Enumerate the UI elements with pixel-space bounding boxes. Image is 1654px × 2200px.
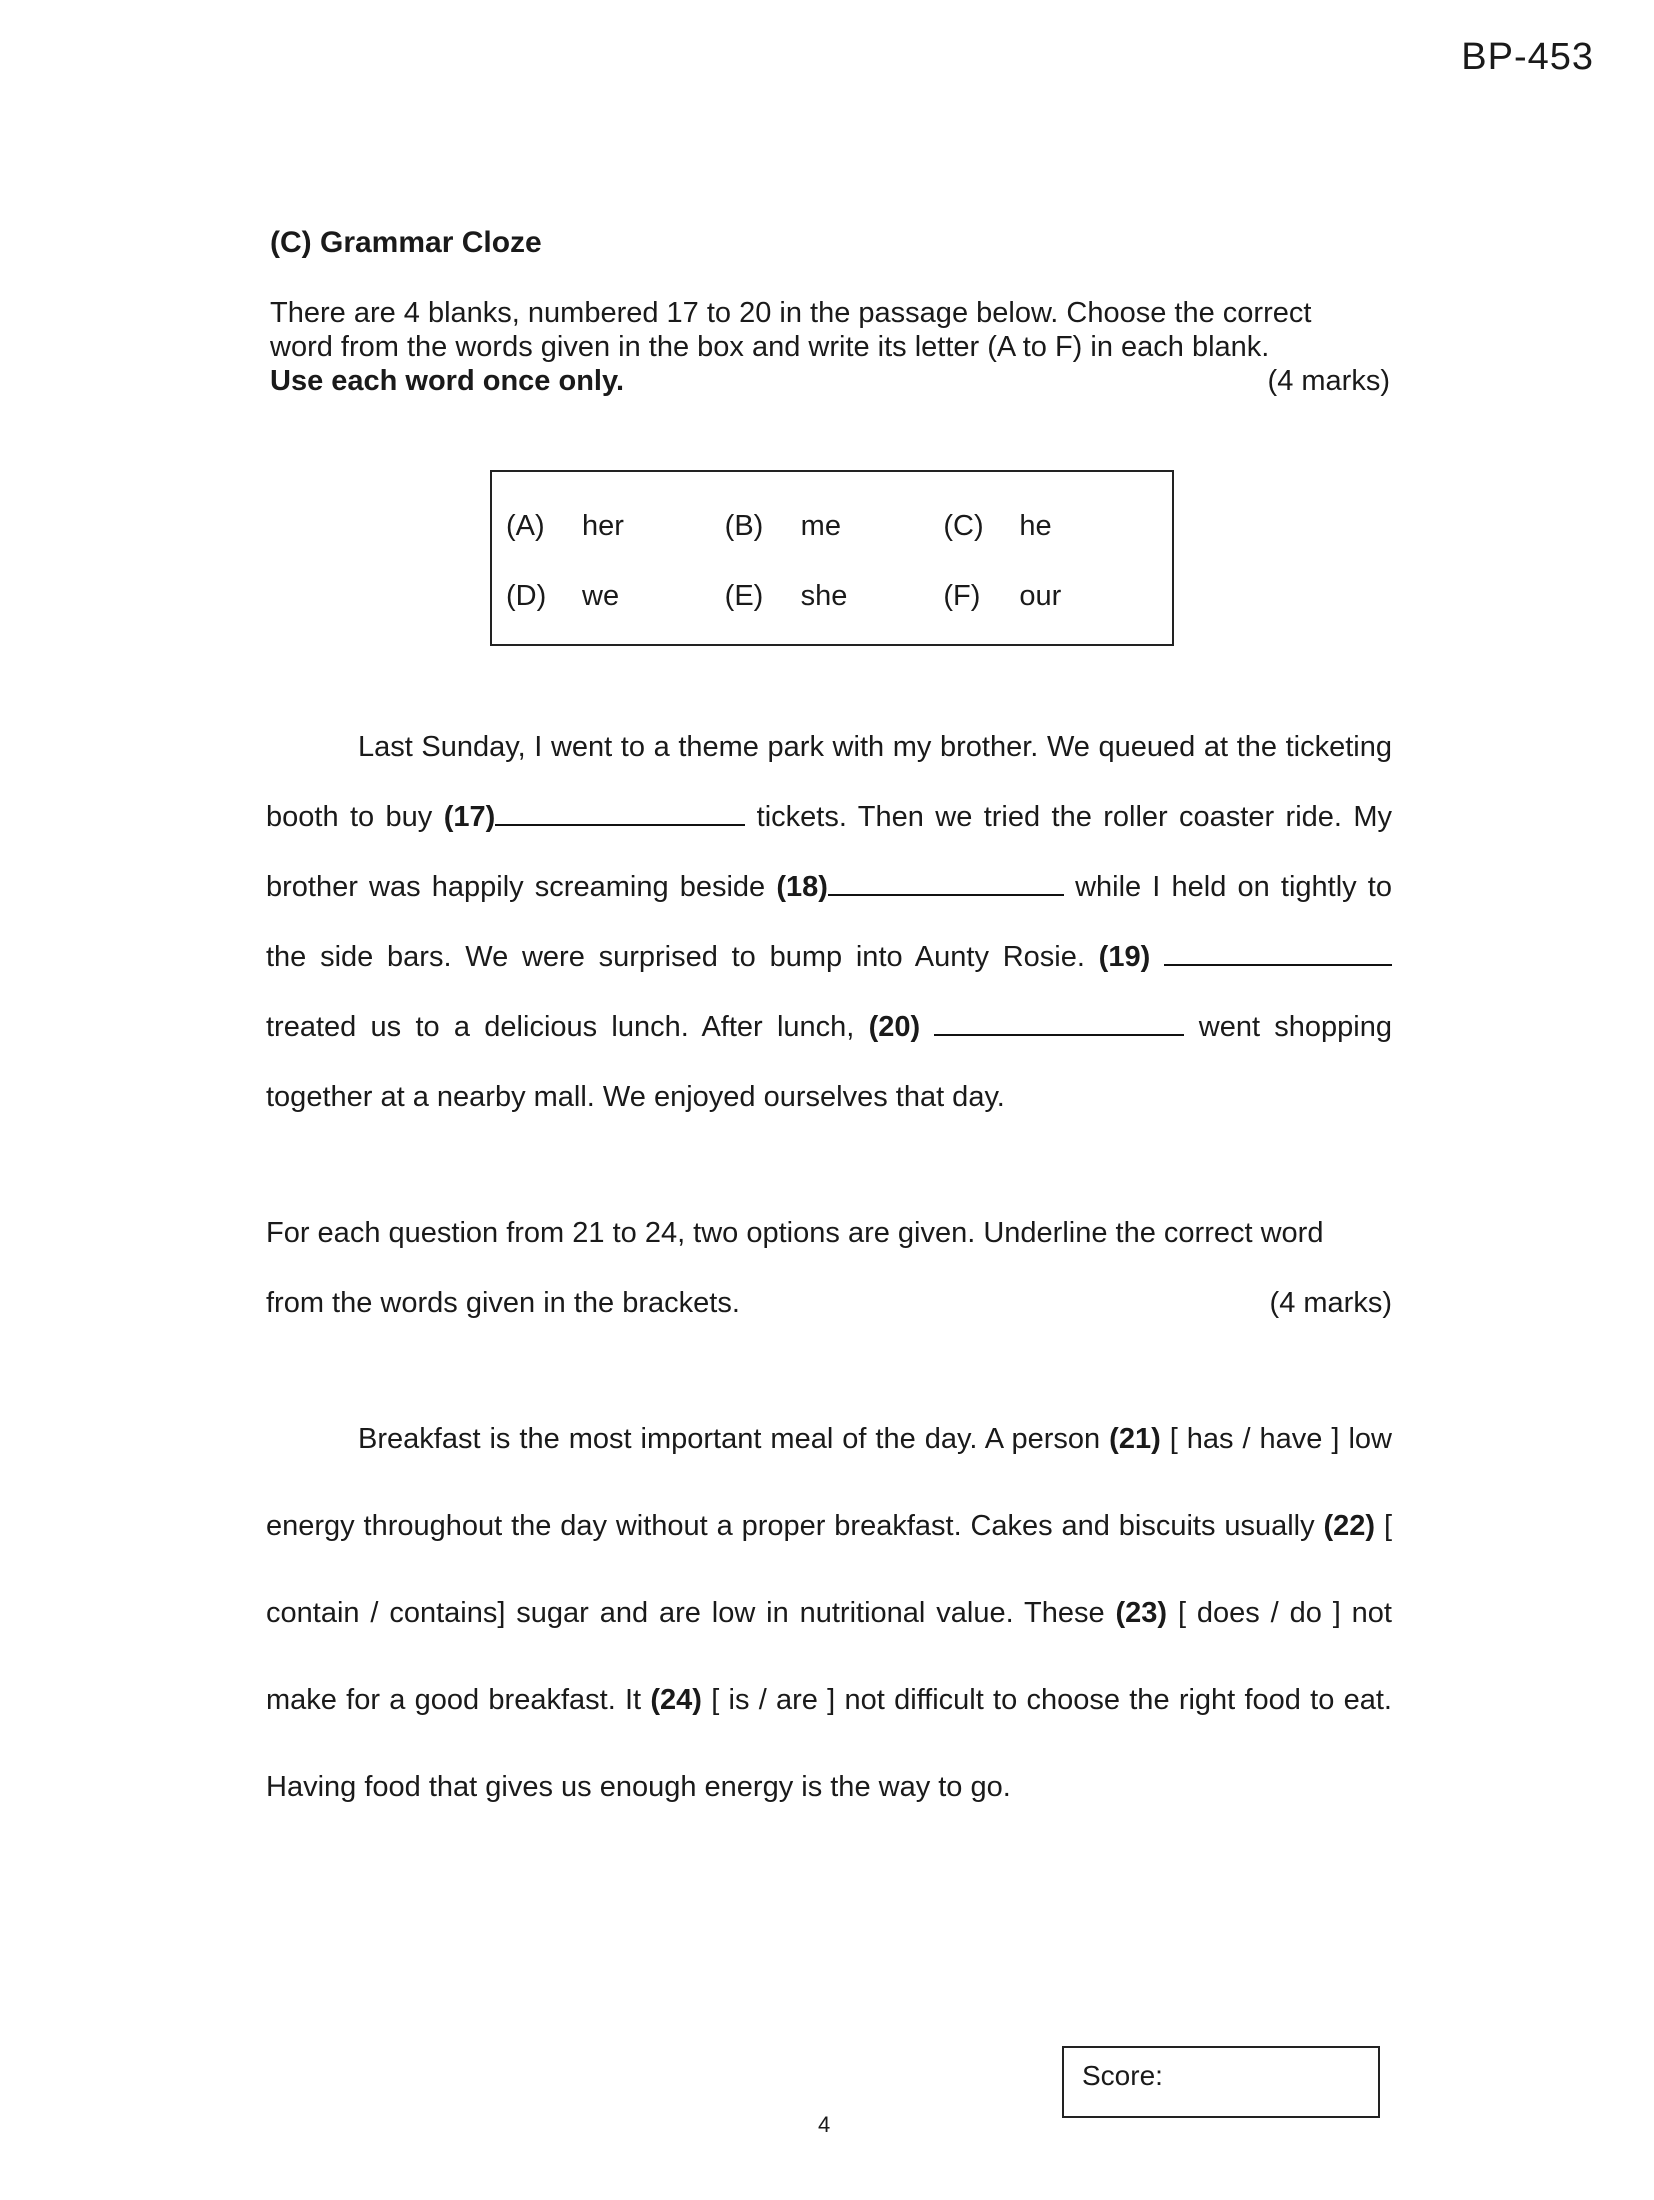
answer-blank-18[interactable] bbox=[828, 868, 1064, 896]
option-word: we bbox=[582, 580, 620, 612]
word-option bbox=[506, 510, 725, 550]
option-word: our bbox=[1019, 580, 1062, 612]
word-box-row bbox=[506, 580, 1162, 620]
passage-text: Breakfast is the most important meal of the day. A person bbox=[358, 1423, 1110, 1455]
word-option bbox=[506, 580, 725, 620]
word-option bbox=[725, 510, 944, 550]
section2-instructions bbox=[266, 1198, 1392, 1338]
marks-label: (4 marks) bbox=[1267, 365, 1390, 397]
option-letter: (B) bbox=[724, 510, 764, 542]
passage-text: Last Sunday, I went to a theme park with my brother. We queued at the ticketing booth to buy bbox=[266, 731, 1392, 833]
question-number-24: (24) bbox=[650, 1684, 702, 1716]
question-number-17: (17) bbox=[443, 801, 496, 833]
section2-marks-row bbox=[266, 1268, 1392, 1338]
instruction-line-2: word from the words given in the box and write its letter (A to F) in each blank. bbox=[270, 331, 1270, 363]
instruction-line-1: There are 4 blanks, numbered 17 to 20 in the passage below. Choose the correct bbox=[270, 297, 1312, 329]
question-number-18: (18) bbox=[776, 871, 828, 903]
section-heading: (C) Grammar Cloze bbox=[270, 226, 542, 259]
word-box-row bbox=[506, 510, 1162, 550]
option-letter: (C) bbox=[943, 510, 984, 542]
question-number-22: (22) bbox=[1323, 1510, 1376, 1542]
options-23[interactable]: [ does / do ] bbox=[1167, 1597, 1341, 1629]
paper-code: BP-453 bbox=[1461, 36, 1594, 78]
word-option bbox=[943, 510, 1162, 550]
instruction-rule: Use each word once only. bbox=[270, 365, 625, 397]
question-number-21: (21) bbox=[1109, 1423, 1161, 1455]
passage-text: went shopping together at a nearby mall. We enjoyed ourselves that day. bbox=[266, 1011, 1392, 1113]
word-option bbox=[943, 580, 1162, 620]
passage-text: while I held on tightly to the side bars. We were surprised to bump into Aunty Rosie. bbox=[266, 871, 1392, 973]
options-22[interactable]: [ contain / contains] bbox=[266, 1510, 1392, 1629]
option-word: me bbox=[800, 510, 841, 542]
word-option bbox=[725, 580, 944, 620]
section2-instruction-line-2: from the words given in the brackets. bbox=[266, 1287, 740, 1319]
score-box[interactable] bbox=[1062, 2046, 1380, 2118]
answer-blank-20[interactable] bbox=[934, 1008, 1184, 1036]
options-24[interactable]: [ is / are ] bbox=[701, 1684, 836, 1716]
option-word: he bbox=[1019, 510, 1052, 542]
option-letter: (F) bbox=[943, 580, 981, 612]
passage-text: tickets. Then we tried the roller coaster ride. My brother was happily screaming beside bbox=[266, 801, 1393, 903]
options-21[interactable]: [ has / have ] bbox=[1160, 1423, 1340, 1455]
word-box bbox=[490, 470, 1174, 646]
answer-blank-17[interactable] bbox=[495, 798, 745, 826]
cloze-passage bbox=[266, 712, 1392, 1132]
page-number: 4 bbox=[818, 2112, 831, 2137]
option-word: she bbox=[800, 580, 848, 612]
passage-text: not make for a good breakfast. It bbox=[266, 1597, 1392, 1716]
option-letter: (A) bbox=[506, 510, 545, 542]
option-letter: (D) bbox=[506, 580, 547, 612]
question-number-23: (23) bbox=[1115, 1597, 1168, 1629]
section2-instruction-line-1: For each question from 21 to 24, two options are given. Underline the correct word bbox=[266, 1217, 1324, 1249]
score-label: Score: bbox=[1082, 2060, 1163, 2091]
passage-text: low energy throughout the day without a proper breakfast. Cakes and biscuits usually bbox=[266, 1423, 1392, 1542]
grammar-passage bbox=[266, 1396, 1392, 1831]
question-number-20: (20) bbox=[868, 1011, 921, 1043]
answer-blank-19[interactable] bbox=[1164, 938, 1392, 966]
instructions bbox=[270, 296, 1390, 398]
passage-text: not difficult to choose the right food to eat. Having food that gives us enough energy is the way to go. bbox=[266, 1684, 1392, 1803]
option-letter: (E) bbox=[724, 580, 764, 612]
passage-text: sugar and are low in nutritional value. These bbox=[505, 1597, 1116, 1629]
question-number-19: (19) bbox=[1098, 941, 1151, 973]
section2-marks-label: (4 marks) bbox=[1269, 1287, 1392, 1319]
instruction-marks-row bbox=[270, 364, 1390, 398]
option-word: her bbox=[582, 510, 624, 542]
passage-text: treated us to a delicious lunch. After lunch, bbox=[266, 1011, 869, 1043]
